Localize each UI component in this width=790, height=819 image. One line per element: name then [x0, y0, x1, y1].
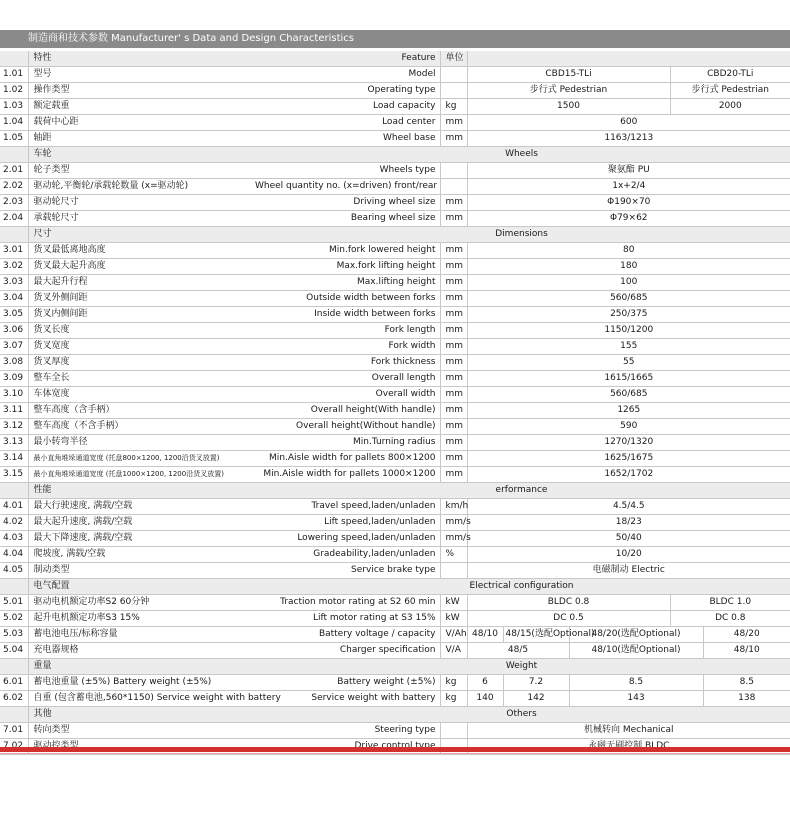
spec-row	[0, 307, 790, 323]
row-number: 1.05	[0, 131, 28, 147]
row-number	[0, 707, 28, 723]
section-row	[0, 707, 790, 723]
value-cell: 48/10	[703, 643, 790, 659]
spec-row	[0, 323, 790, 339]
spec-row	[0, 435, 790, 451]
feature-cn: 最小直角堆垛通道宽度 (托盘800×1200, 1200沿货叉放置)	[28, 451, 253, 467]
value-cell: 8.5	[569, 675, 703, 691]
value-cell: 48/5	[467, 643, 569, 659]
section-title-en: Others	[253, 707, 790, 723]
row-number: 2.02	[0, 179, 28, 195]
row-number: 5.03	[0, 627, 28, 643]
row-number: 3.15	[0, 467, 28, 483]
row-number: 2.01	[0, 163, 28, 179]
spec-row	[0, 339, 790, 355]
spec-row	[0, 691, 790, 707]
feature-cn: 额定载重	[28, 99, 253, 115]
unit-cell: mm	[440, 131, 467, 147]
value-cell: 1270/1320	[467, 435, 790, 451]
feature-cn: 最小转弯半径	[28, 435, 253, 451]
section-title-en: erformance	[253, 483, 790, 499]
row-number: 4.05	[0, 563, 28, 579]
feature-cn: 起升电机额定功率S3 15%	[28, 611, 253, 627]
feature-cn: 最大起升行程	[28, 275, 253, 291]
sheet-title-bar	[0, 30, 790, 48]
spec-row	[0, 195, 790, 211]
value-cell: 250/375	[467, 307, 790, 323]
value-cell: 步行式 Pedestrian	[467, 83, 670, 99]
row-number: 3.08	[0, 355, 28, 371]
feature-cn: 最大下降速度, 满载/空载	[28, 531, 253, 547]
value-cell: 48/10(选配Optional)	[569, 643, 703, 659]
unit-cell	[440, 83, 467, 99]
row-number: 5.04	[0, 643, 28, 659]
section-title-cn: 车轮	[28, 147, 253, 163]
value-cell: DC 0.5	[467, 611, 670, 627]
value-cell: 55	[467, 355, 790, 371]
section-row	[0, 579, 790, 595]
row-number: 4.03	[0, 531, 28, 547]
unit-cell: mm	[440, 195, 467, 211]
value-cell: 1x+2/4	[467, 179, 790, 195]
spec-row	[0, 259, 790, 275]
feature-en: Load center	[253, 115, 440, 131]
feature-cn: 承载轮尺寸	[28, 211, 253, 227]
unit-cell: kg	[440, 691, 467, 707]
unit-cell: kW	[440, 595, 467, 611]
spec-row	[0, 291, 790, 307]
feature-cn: 货叉内侧间距	[28, 307, 253, 323]
value-cell: 560/685	[467, 387, 790, 403]
value-cell: 180	[467, 259, 790, 275]
value-cell: 138	[703, 691, 790, 707]
sheet-title: 制造商和技术参数 Manufacturer' s Data and Design Characteristics	[28, 33, 355, 44]
feature-en: Battery weight (±5%)	[253, 675, 440, 691]
unit-cell	[440, 67, 467, 83]
value-cell: 2000	[670, 99, 790, 115]
spec-row	[0, 547, 790, 563]
table-header-row	[0, 51, 790, 67]
row-number	[0, 579, 28, 595]
unit-cell	[440, 179, 467, 195]
value-cell: 80	[467, 243, 790, 259]
spec-row	[0, 723, 790, 739]
section-title-cn: 其他	[28, 707, 253, 723]
spec-row	[0, 179, 790, 195]
spec-row	[0, 467, 790, 483]
row-number: 6.01	[0, 675, 28, 691]
feature-en: Max.fork lifting height	[253, 259, 440, 275]
section-title-en: Dimensions	[253, 227, 790, 243]
row-number	[0, 147, 28, 163]
spec-row	[0, 419, 790, 435]
value-cell: 1615/1665	[467, 371, 790, 387]
feature-en: Fork length	[253, 323, 440, 339]
feature-cn: 货叉外侧间距	[28, 291, 253, 307]
value-cell: 48/20	[703, 627, 790, 643]
feature-cn: 蓄电池重量 (±5%) Battery weight (±5%)	[28, 675, 253, 691]
feature-en: Charger specification	[253, 643, 440, 659]
value-cell: 600	[467, 115, 790, 131]
feature-en: Wheels type	[253, 163, 440, 179]
row-number: 3.06	[0, 323, 28, 339]
feature-cn: 制动类型	[28, 563, 253, 579]
section-title-cn: 尺寸	[28, 227, 253, 243]
feature-en: Steering type	[253, 723, 440, 739]
row-number: 1.04	[0, 115, 28, 131]
unit-cell: %	[440, 547, 467, 563]
section-title-cn: 电气配置	[28, 579, 253, 595]
row-number: 3.03	[0, 275, 28, 291]
unit-cell: V/Ah	[440, 627, 467, 643]
unit-cell: mm/s	[440, 531, 467, 547]
feature-en: Travel speed,laden/unladen	[253, 499, 440, 515]
feature-cn: 轮子类型	[28, 163, 253, 179]
feature-en: Min.Aisle width for pallets 800×1200	[253, 451, 440, 467]
unit-cell: mm/s	[440, 515, 467, 531]
unit-cell	[440, 563, 467, 579]
row-number: 1.02	[0, 83, 28, 99]
spec-row	[0, 387, 790, 403]
row-number: 4.02	[0, 515, 28, 531]
spec-row	[0, 403, 790, 419]
value-cell: 590	[467, 419, 790, 435]
spec-table-body	[0, 51, 790, 755]
feature-cn: 转向类型	[28, 723, 253, 739]
feature-cn: 整车高度（不含手柄）	[28, 419, 253, 435]
unit-cell: km/h	[440, 499, 467, 515]
unit-cell: mm	[440, 211, 467, 227]
feature-cn: 轴距	[28, 131, 253, 147]
value-cell: 1625/1675	[467, 451, 790, 467]
value-cell: 48/10	[467, 627, 503, 643]
unit-cell: mm	[440, 419, 467, 435]
feature-en: Overall height(With handle)	[253, 403, 440, 419]
value-cell: Φ79×62	[467, 211, 790, 227]
feature-cn: 操作类型	[28, 83, 253, 99]
row-number: 1.01	[0, 67, 28, 83]
spec-row	[0, 499, 790, 515]
feature-cn: 货叉长度	[28, 323, 253, 339]
feature-en: Fork width	[253, 339, 440, 355]
feature-cn: 货叉最大起升高度	[28, 259, 253, 275]
unit-cell: mm	[440, 451, 467, 467]
spec-row	[0, 643, 790, 659]
spec-row	[0, 563, 790, 579]
feature-cn: 最大行驶速度, 满载/空载	[28, 499, 253, 515]
unit-cell: mm	[440, 387, 467, 403]
header-feature-cn: 特性	[28, 51, 253, 67]
feature-en: Min.Turning radius	[253, 435, 440, 451]
unit-cell: V/A	[440, 643, 467, 659]
section-title-cn: 性能	[28, 483, 253, 499]
row-number: 3.01	[0, 243, 28, 259]
value-cell: 10/20	[467, 547, 790, 563]
feature-en: Service brake type	[253, 563, 440, 579]
feature-en: Lift motor rating at S3 15%	[253, 611, 440, 627]
spec-row	[0, 115, 790, 131]
value-cell: 步行式 Pedestrian	[670, 83, 790, 99]
value-cell: BLDC 1.0	[670, 595, 790, 611]
feature-cn: 型号	[28, 67, 253, 83]
row-number: 3.14	[0, 451, 28, 467]
feature-en: Min.fork lowered height	[253, 243, 440, 259]
row-number: 5.02	[0, 611, 28, 627]
unit-cell: kg	[440, 675, 467, 691]
value-cell: 8.5	[703, 675, 790, 691]
feature-en: Inside width between forks	[253, 307, 440, 323]
unit-cell: mm	[440, 435, 467, 451]
value-cell: 聚氨酯 PU	[467, 163, 790, 179]
unit-cell: mm	[440, 291, 467, 307]
value-cell: 机械转向 Mechanical	[467, 723, 790, 739]
section-row	[0, 659, 790, 675]
row-number: 3.09	[0, 371, 28, 387]
feature-en: Wheel base	[253, 131, 440, 147]
feature-en: Traction motor rating at S2 60 min	[253, 595, 440, 611]
value-cell: 7.2	[503, 675, 569, 691]
spec-row	[0, 627, 790, 643]
row-number: 1.03	[0, 99, 28, 115]
feature-en: Driving wheel size	[253, 195, 440, 211]
feature-cn: 整车高度（含手柄）	[28, 403, 253, 419]
row-number: 3.11	[0, 403, 28, 419]
unit-cell: mm	[440, 355, 467, 371]
feature-en: Model	[253, 67, 440, 83]
feature-cn: 载荷中心距	[28, 115, 253, 131]
feature-cn: 驱动轮尺寸	[28, 195, 253, 211]
feature-en: Operating type	[253, 83, 440, 99]
section-title-cn: 重量	[28, 659, 253, 675]
value-cell: 1163/1213	[467, 131, 790, 147]
feature-en: Min.Aisle width for pallets 1000×1200	[253, 467, 440, 483]
feature-en: Gradeability,laden/unladen	[253, 547, 440, 563]
section-title-en: Weight	[253, 659, 790, 675]
row-number: 2.03	[0, 195, 28, 211]
spec-row	[0, 83, 790, 99]
value-cell: 50/40	[467, 531, 790, 547]
value-cell: 143	[569, 691, 703, 707]
row-number: 5.01	[0, 595, 28, 611]
unit-cell: kW	[440, 611, 467, 627]
feature-cn: 货叉厚度	[28, 355, 253, 371]
spec-row	[0, 595, 790, 611]
feature-cn: 货叉宽度	[28, 339, 253, 355]
spec-row	[0, 515, 790, 531]
row-number: 2.04	[0, 211, 28, 227]
unit-cell: mm	[440, 403, 467, 419]
value-cell: 1500	[467, 99, 670, 115]
feature-cn: 车体宽度	[28, 387, 253, 403]
value-cell: CBD20-TLi	[670, 67, 790, 83]
spec-row	[0, 131, 790, 147]
feature-cn: 驱动电机额定功率S2 60分钟	[28, 595, 253, 611]
row-number	[0, 659, 28, 675]
value-cell: 140	[467, 691, 503, 707]
row-number	[0, 227, 28, 243]
feature-cn: 货叉最低离地高度	[28, 243, 253, 259]
value-cell: DC 0.8	[670, 611, 790, 627]
feature-en: Overall width	[253, 387, 440, 403]
section-title-en: Wheels	[253, 147, 790, 163]
unit-cell: mm	[440, 275, 467, 291]
unit-cell: kg	[440, 99, 467, 115]
feature-en: Lowering speed,laden/unladen	[253, 531, 440, 547]
spec-row	[0, 243, 790, 259]
row-number: 3.12	[0, 419, 28, 435]
value-cell: 4.5/4.5	[467, 499, 790, 515]
header-feature-en: Feature	[253, 51, 440, 67]
feature-cn: 最小直角堆垛通道宽度 (托盘1000×1200, 1200沿货叉放置)	[28, 467, 253, 483]
bottom-red-rule	[0, 747, 790, 752]
value-cell: 1652/1702	[467, 467, 790, 483]
value-cell: 48/15(选配Optional)	[503, 627, 569, 643]
value-cell: 18/23	[467, 515, 790, 531]
row-number	[0, 483, 28, 499]
feature-en: Battery voltage / capacity	[253, 627, 440, 643]
spec-row	[0, 67, 790, 83]
value-cell: 560/685	[467, 291, 790, 307]
feature-en: Overall length	[253, 371, 440, 387]
feature-en: Bearing wheel size	[253, 211, 440, 227]
row-number: 3.13	[0, 435, 28, 451]
spec-row	[0, 211, 790, 227]
row-number: 3.02	[0, 259, 28, 275]
unit-cell: mm	[440, 339, 467, 355]
value-cell: 1265	[467, 403, 790, 419]
row-number: 7.01	[0, 723, 28, 739]
value-cell: 电磁制动 Electric	[467, 563, 790, 579]
value-cell: 6	[467, 675, 503, 691]
bottom-red-rule-thin	[0, 753, 790, 754]
spec-row	[0, 99, 790, 115]
feature-cn: 爬坡度, 满载/空载	[28, 547, 253, 563]
feature-cn: 充电器规格	[28, 643, 253, 659]
unit-cell: mm	[440, 371, 467, 387]
value-cell: 48/20(选配Optional)	[569, 627, 703, 643]
feature-cn: 驱动轮,平衡轮/承载轮数量 (x=驱动轮)	[28, 179, 253, 195]
value-cell: 155	[467, 339, 790, 355]
feature-en: Fork thickness	[253, 355, 440, 371]
unit-cell: mm	[440, 467, 467, 483]
feature-cn: 最大起升速度, 满载/空载	[28, 515, 253, 531]
spec-row	[0, 163, 790, 179]
spec-row	[0, 371, 790, 387]
spec-row	[0, 275, 790, 291]
spec-row	[0, 675, 790, 691]
row-number: 3.05	[0, 307, 28, 323]
row-number: 6.02	[0, 691, 28, 707]
unit-cell: mm	[440, 259, 467, 275]
feature-en: Service weight with battery	[253, 691, 440, 707]
unit-cell: mm	[440, 307, 467, 323]
row-number: 3.10	[0, 387, 28, 403]
value-cell: 1150/1200	[467, 323, 790, 339]
section-row	[0, 147, 790, 163]
spec-row	[0, 531, 790, 547]
header-unit: 单位	[440, 51, 467, 67]
value-cell: 100	[467, 275, 790, 291]
row-number: 4.01	[0, 499, 28, 515]
unit-cell	[440, 723, 467, 739]
section-row	[0, 227, 790, 243]
feature-en: Wheel quantity no. (x=driven) front/rear	[253, 179, 440, 195]
spec-row	[0, 611, 790, 627]
feature-en: Max.lifting height	[253, 275, 440, 291]
unit-cell: mm	[440, 115, 467, 131]
unit-cell: mm	[440, 243, 467, 259]
feature-en: Lift speed,laden/unladen	[253, 515, 440, 531]
spec-table	[0, 51, 790, 755]
row-number: 3.04	[0, 291, 28, 307]
feature-cn: 蓄电池电压/标称容量	[28, 627, 253, 643]
section-title-en: Electrical configuration	[253, 579, 790, 595]
value-cell: 142	[503, 691, 569, 707]
feature-en: Load capacity	[253, 99, 440, 115]
value-cell: CBD15-TLi	[467, 67, 670, 83]
feature-cn: 整车全长	[28, 371, 253, 387]
row-number: 4.04	[0, 547, 28, 563]
section-row	[0, 483, 790, 499]
spec-row	[0, 355, 790, 371]
feature-cn: 自重 (包含蓄电池,560*1150) Service weight with battery	[28, 691, 253, 707]
unit-cell: mm	[440, 323, 467, 339]
row-number: 3.07	[0, 339, 28, 355]
unit-cell	[440, 163, 467, 179]
value-cell: BLDC 0.8	[467, 595, 670, 611]
spec-row	[0, 451, 790, 467]
value-cell: Φ190×70	[467, 195, 790, 211]
feature-en: Overall height(Without handle)	[253, 419, 440, 435]
feature-en: Outside width between forks	[253, 291, 440, 307]
